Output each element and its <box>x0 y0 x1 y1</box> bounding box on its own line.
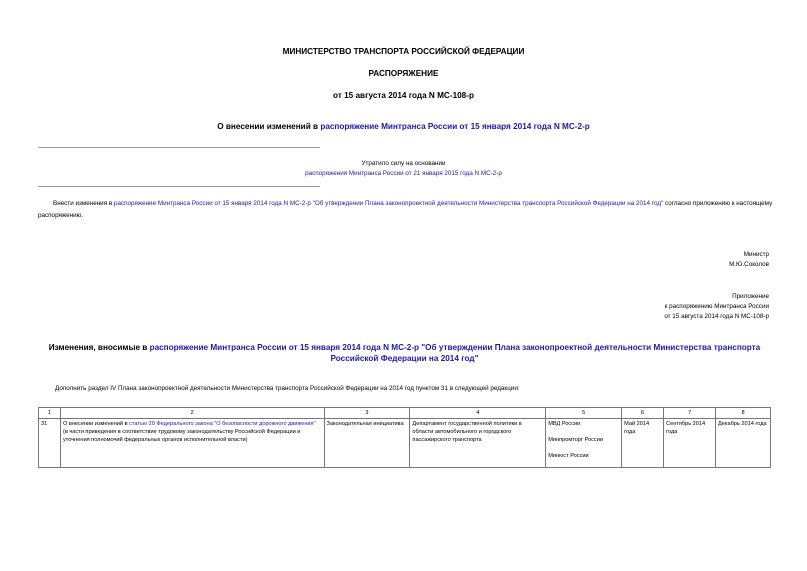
column-header: 7 <box>664 408 716 419</box>
body-paragraph <box>38 198 773 222</box>
signature-name: М.Ю.Соколов <box>729 261 769 268</box>
changes-heading-link[interactable]: распоряжение Минтранса России от 15 января 2014 года N МС-2-р "Об утверждении Плана законопроектной деятельности Министерства транспорта Российской Федерации на 2014 год" <box>149 343 761 363</box>
expired-link-line <box>0 170 807 177</box>
column-header: 5 <box>546 408 622 419</box>
co-executor: МВД России <box>548 421 581 427</box>
appendix-date: от 15 августа 2014 года N МС-108-р <box>664 313 769 320</box>
column-header: 8 <box>716 408 771 419</box>
description-prefix: О внесении изменений в <box>62 421 130 427</box>
expired-link[interactable]: распоряжения Минтранса России от 21 января 2015 года N МС-2-р <box>305 170 502 177</box>
co-executor: Минпромторг России <box>548 437 603 443</box>
description-link[interactable]: статью 20 Федерального закона "О безопасности дорожного движения" <box>129 421 316 427</box>
description-suffix: (в части приведения в соответствие трудовому законодательству Российской Федерации и уточнения полномочий федеральных органов исполнительной власти) <box>62 429 301 443</box>
body-suffix: согласно приложению к настоящему распоряжению. <box>38 200 773 219</box>
document-subject <box>0 122 807 131</box>
changes-heading <box>38 342 771 364</box>
row-date-submission: Май 2014 года <box>622 419 664 468</box>
row-co-executors <box>546 419 622 468</box>
row-date-duma: Декабрь 2014 года <box>716 419 771 468</box>
column-header: 4 <box>410 408 546 419</box>
subject-link[interactable]: распоряжение Минтранса России от 15 января 2014 года N МС-2-р <box>320 122 590 131</box>
changes-intro: Дополнить раздел IV Плана законопроектной деятельности Министерства транспорта Российской Федерации на 2014 год пунктом 31 в следующей редакции: <box>55 385 520 392</box>
document-date-number: от 15 августа 2014 года N МС-108-р <box>333 91 474 100</box>
body-prefix: Внести изменения в <box>53 200 114 207</box>
divider-bottom <box>38 186 320 187</box>
appendix-reference: к распоряжению Минтранса России <box>664 303 769 310</box>
changes-heading-prefix: Изменения, вносимые в <box>48 343 150 352</box>
appendix-label: Приложение <box>732 293 769 300</box>
co-executor: Минюст России <box>548 453 589 459</box>
ministry-heading: МИНИСТЕРСТВО ТРАНСПОРТА РОССИЙСКОЙ ФЕДЕРАЦИИ <box>282 47 525 56</box>
column-header: 6 <box>622 408 664 419</box>
signature-title: Министр <box>743 251 769 258</box>
subject-prefix: О внесении изменений в <box>217 122 321 131</box>
column-header: 3 <box>324 408 410 419</box>
row-form: Законодательная инициатива <box>324 419 410 468</box>
changes-table <box>38 407 771 468</box>
row-description <box>60 419 324 468</box>
document-type: РАСПОРЯЖЕНИЕ <box>368 69 439 78</box>
row-number: 31 <box>39 419 61 468</box>
body-link[interactable]: распоряжение Минтранса России от 15 января 2014 года N МС-2-р "Об утверждении Плана законопроектной деятельности Министерства транспорта Российской Федерации на 2014 год" <box>113 200 664 207</box>
table-header-row <box>39 408 771 419</box>
row-responsible: Департамент государственной политики в области автомобильного и городского пассажирского транспорта <box>410 419 546 468</box>
expired-note: Утратило силу на основании <box>361 160 446 167</box>
row-date-government: Сентябрь 2014 года <box>664 419 716 468</box>
column-header: 2 <box>60 408 324 419</box>
divider-top <box>38 147 320 148</box>
table-row <box>39 419 771 468</box>
column-header: 1 <box>39 408 61 419</box>
